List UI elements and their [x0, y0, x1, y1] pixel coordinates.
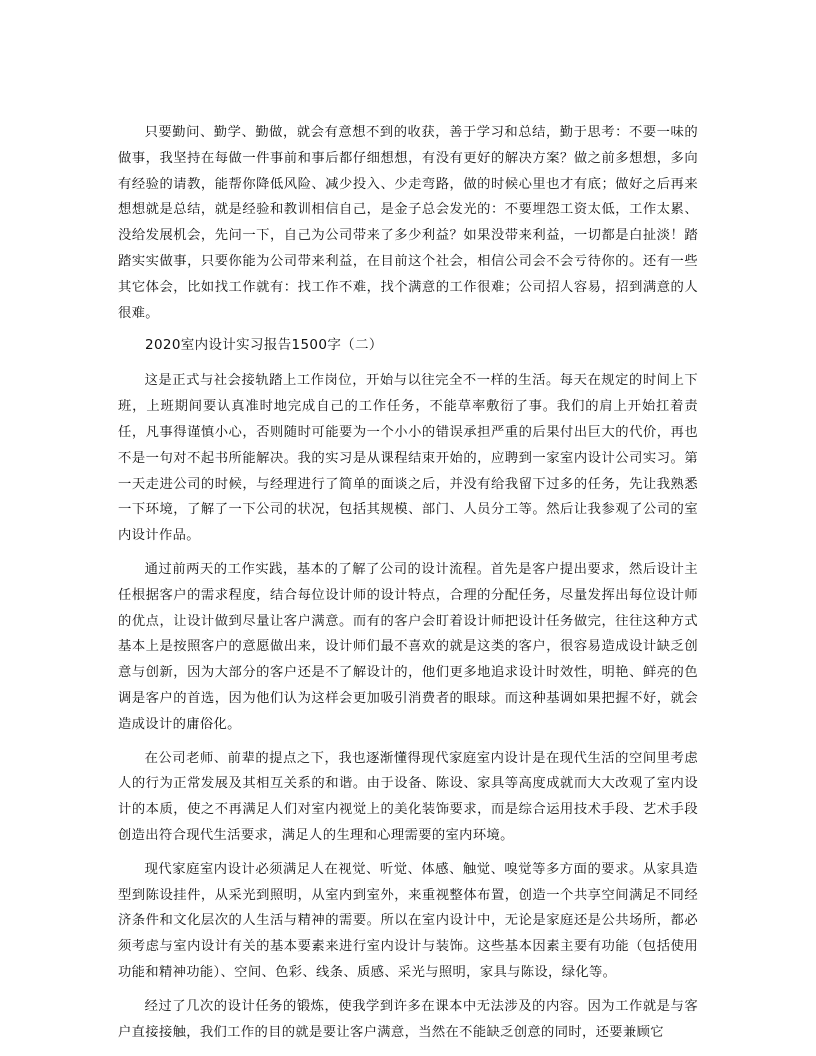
paragraph-intro: 只要勤问、勤学、勤做，就会有意想不到的收获，善于学习和总结，勤于思考：不要一味的做事，我坚持在每做一件事前和事后都仔细想想，有没有更好的解决方案？做之前多想想，多向有经验的请教，能帮你降低风险、减少投入、少走弯路，做的时候心里也才有底；做好之后再来想想就是总结，就是经验和教训相信自己，是金子总会发光的：不要埋怨工资太低，工作太累、没给发展机会，先问一下，自己为公司带来了多少利益？如果没带来利益，一切都是白扯淡！踏踏实实做事，只要你能为公司带来利益，在目前这个社会，相信公司会不会亏待你的。还有一些其它体会，比如找工作就有：找工作不难，找个满意的工作很难；公司招人容易，招到满意的人很难。: [118, 125, 698, 321]
paragraph-2: 通过前两天的工作实践，基本的了解了公司的设计流程。首先是客户提出要求，然后设计主任根据客户的需求程度，结合每位设计师的设计特点，合理的分配任务，尽量发挥出每位设计师的优点，让设计做到尽量让客户满意。而有的客户会盯着设计师把设计任务做完，往往这种方式基本上是按照客户的意愿做出来，设计师们最不喜欢的就是这类的客户，很容易造成设计缺乏创意与创新，因为大部分的客户还是不了解设计的，他们更多地追求设计时效性，明艳、鲜亮的色调是客户的首选，因为他们认为这样会更加吸引消费者的眼球。而这种基调如果把握不好，就会造成设计的庸俗化。: [118, 561, 698, 732]
section-heading: 2020室内设计实习报告1500字（二）: [145, 337, 383, 354]
paragraph-1: 这是正式与社会接轨踏上工作岗位，开始与以往完全不一样的生活。每天在规定的时间上下班，上班期间要认真准时地完成自己的工作任务，不能草率敷衍了事。我们的肩上开始扛着责任，凡事得谨慎小心，否则随时可能要为一个小小的错误承担严重的后果付出巨大的代价，再也不是一句对不起书所能解决。我的实习是从课程结束开始的，应聘到一家室内设计公司实习。第一天走进公司的时候，与经理进行了简单的面谈之后，并没有给我留下过多的任务，先让我熟悉一下环境，了解了一下公司的状况，包括其规模、部门、人员分工等。然后让我参观了公司的室内设计作品。: [118, 373, 698, 544]
paragraph-3: 在公司老师、前辈的提点之下，我也逐渐懂得现代家庭室内设计是在现代生活的空间里考虑人的行为正常发展及其相互关系的和谐。由于设备、陈设、家具等高度成就而大大改观了室内设计的本质，使之不再满足人们对室内视觉上的美化装饰要求，而是综合运用技术手段、艺术手段创造出符合现代生活要求，满足人的生理和心理需要的室内环境。: [118, 750, 698, 843]
paragraph-4: 现代家庭室内设计必须满足人在视觉、听觉、体感、触觉、嗅觉等多方面的要求。从家具造型到陈设挂件，从采光到照明，从室内到室外，来重视整体布置，创造一个共享空间满足不同经济条件和文化层次的人生活与精神的需要。所以在室内设计中，无论是家庭还是公共场所，都必须考虑与室内设计有关的基本要素来进行室内设计与装饰。这些基本因素主要有功能（包括使用功能和精神功能）、空间、色彩、线条、质感、采光与照明，家具与陈设，绿化等。: [118, 861, 698, 980]
paragraph-5: 经过了几次的设计任务的锻炼，使我学到许多在课本中无法涉及的内容。因为工作就是与客户直接接触，我们工作的目的就是要让客户满意，当然在不能缺乏创意的同时，还要兼顾它: [118, 998, 698, 1040]
document-body: [118, 120, 698, 1053]
